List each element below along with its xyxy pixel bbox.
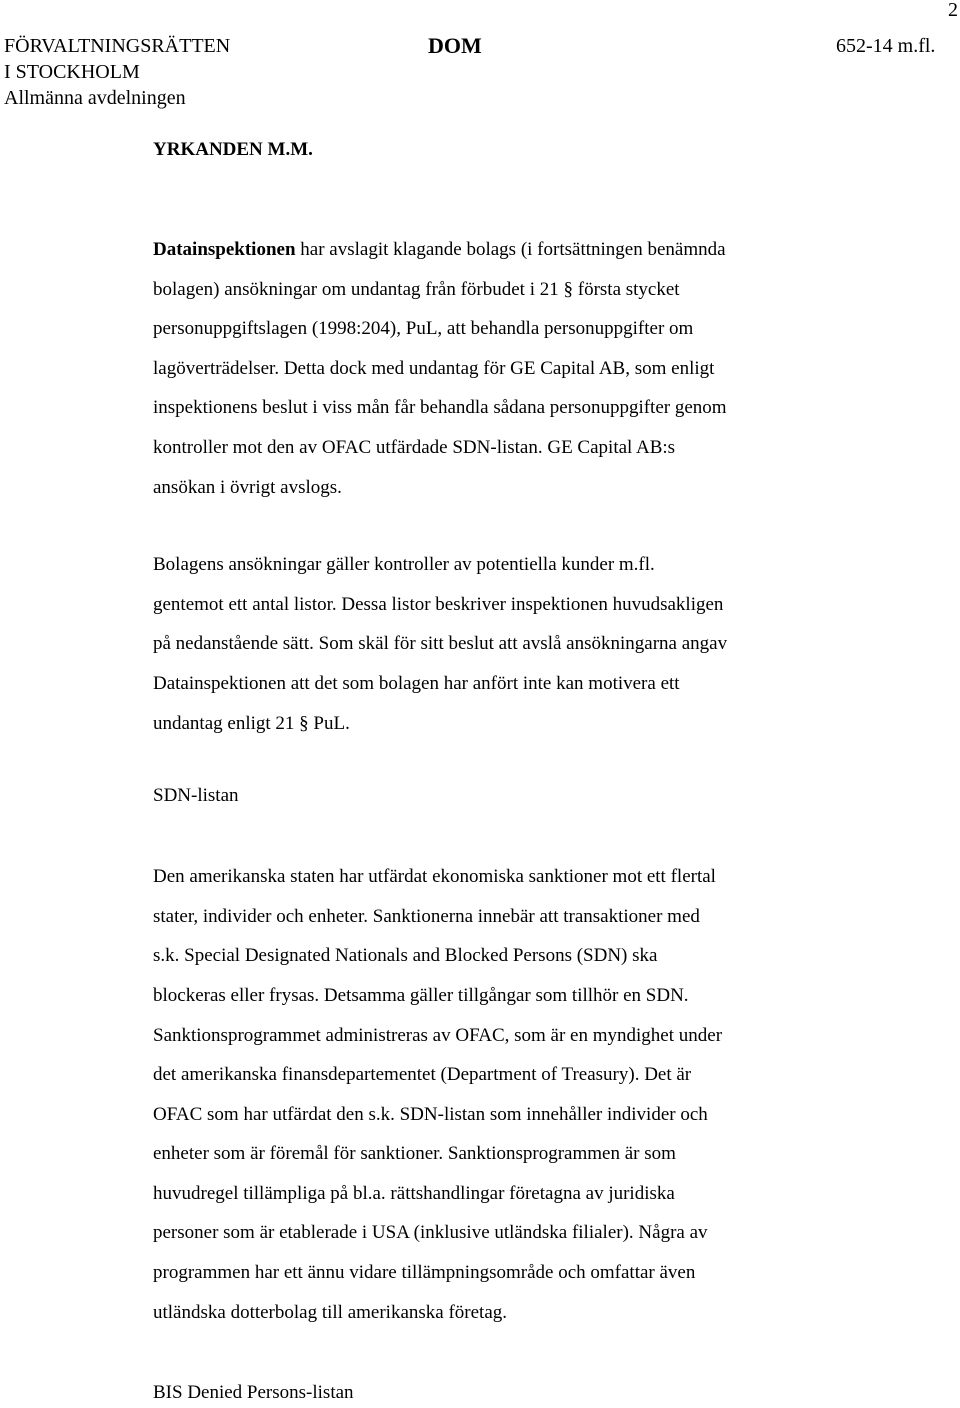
paragraph-text: har avslagit klagande bolags (i fortsättningen benämnda	[295, 239, 726, 260]
paragraph-line: personuppgiftslagen (1998:204), PuL, att behandla personuppgifter om	[153, 318, 694, 340]
paragraph-line: enheter som är föremål för sanktioner. Sanktionsprogrammen är som	[153, 1143, 676, 1165]
paragraph-line: kontroller mot den av OFAC utfärdade SDN-listan. GE Capital AB:s	[153, 436, 676, 458]
spacer	[153, 507, 853, 545]
paragraph-line: ansökan i övrigt avslogs.	[153, 476, 342, 498]
paragraph-line: personer som är etablerade i USA (inklusive utländska filialer). Några av	[153, 1222, 708, 1244]
paragraph-line: huvudregel tillämpliga på bl.a. rättshandlingar företagna av juridiska	[153, 1182, 675, 1204]
spacer	[153, 811, 853, 857]
paragraph-lead: Datainspektionen	[153, 239, 296, 260]
paragraph-line: inspektionens beslut i viss mån får behandla sådana personuppgifter genom	[153, 397, 727, 419]
page-number: 2	[948, 0, 958, 21]
paragraph-sdn-description	[153, 857, 853, 1332]
paragraph-line: utländska dotterbolag till amerikanska företag.	[153, 1301, 508, 1323]
court-name-line1: FÖRVALTNINGSRÄTTEN	[4, 35, 231, 57]
paragraph-line	[153, 230, 853, 270]
paragraph-line: gentemot ett antal listor. Dessa listor beskriver inspektionen huvudsakligen	[153, 593, 724, 615]
paragraph-line: undantag enligt 21 § PuL.	[153, 712, 350, 734]
document-type: DOM	[428, 33, 482, 58]
document-body	[153, 135, 853, 1408]
paragraph-datainspektionen	[153, 230, 853, 507]
spacer	[153, 1332, 853, 1378]
case-number: 652-14 m.fl.	[836, 35, 936, 57]
spacer	[153, 743, 853, 781]
paragraph-line: s.k. Special Designated Nationals and Blocked Persons (SDN) ska	[153, 945, 658, 967]
paragraph-line: stater, individer och enheter. Sanktionerna innebär att transaktioner med	[153, 905, 700, 927]
paragraph-line: Sanktionsprogrammet administreras av OFAC, som är en myndighet under	[153, 1024, 723, 1046]
paragraph-line: Datainspektionen att det som bolagen har anfört inte kan motivera ett	[153, 672, 680, 694]
paragraph-line: blockeras eller frysas. Detsamma gäller tillgångar som tillhör en SDN.	[153, 984, 689, 1006]
spacer	[153, 165, 853, 230]
paragraph-line: lagöverträdelser. Detta dock med undantag för GE Capital AB, som enligt	[153, 357, 715, 379]
section-heading: YRKANDEN M.M.	[153, 139, 313, 160]
paragraph-line: programmen har ett ännu vidare tillämpningsområde och omfattar även	[153, 1262, 696, 1284]
court-header	[4, 33, 230, 111]
court-name-line2: I STOCKHOLM	[4, 61, 140, 83]
paragraph-line: Den amerikanska staten har utfärdat ekonomiska sanktioner mot ett flertal	[153, 866, 716, 888]
paragraph-line: Bolagens ansökningar gäller kontroller av potentiella kunder m.fl.	[153, 554, 655, 576]
court-department: Allmänna avdelningen	[4, 87, 186, 109]
subheading-sdn-listan: SDN-listan	[153, 785, 239, 807]
paragraph-bolagens-ansokningar	[153, 545, 853, 743]
paragraph-line: bolagen) ansökningar om undantag från förbudet i 21 § första stycket	[153, 278, 680, 300]
paragraph-line: OFAC som har utfärdat den s.k. SDN-listan som innehåller individer och	[153, 1103, 708, 1125]
paragraph-line: på nedanstående sätt. Som skäl för sitt beslut att avslå ansökningarna angav	[153, 633, 728, 655]
paragraph-line: det amerikanska finansdepartementet (Department of Treasury). Det är	[153, 1064, 692, 1086]
subheading-bis-denied-persons: BIS Denied Persons-listan	[153, 1382, 354, 1404]
